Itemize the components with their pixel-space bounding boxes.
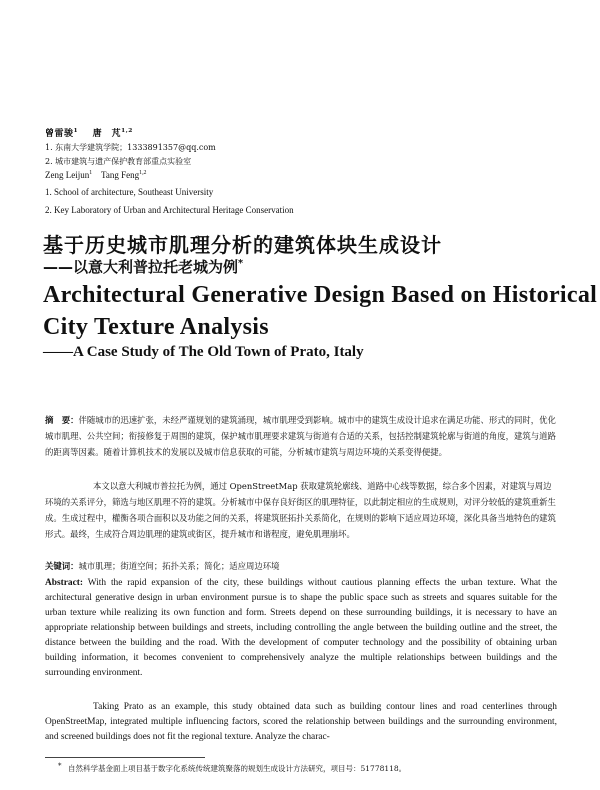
author-en-1: Zeng Leijun bbox=[45, 170, 90, 180]
author-cn-1: 曾雷骏 bbox=[45, 129, 74, 139]
keywords-cn-text: 城市肌理；街道空间；拓扑关系；简化；适应周边环境 bbox=[78, 561, 280, 571]
affiliation-cn-1: 1. 东南大学建筑学院；1333891357@qq.com bbox=[45, 143, 216, 152]
subtitle-cn-mark: * bbox=[238, 258, 244, 269]
abstract-en-p1 bbox=[45, 576, 557, 681]
affiliation-en-1: 1. School of architecture, Southeast University bbox=[45, 187, 214, 197]
title-cn: 基于历史城市肌理分析的建筑体块生成设计 bbox=[43, 233, 442, 257]
title-en-line-2: City Texture Analysis bbox=[43, 314, 269, 340]
author-en-2: Tang Feng bbox=[101, 170, 140, 180]
title-en-line-1: Architectural Generative Design Based on Historical bbox=[43, 282, 598, 308]
abstract-cn-p1-text: 伴随城市的迅速扩张，未经严谨规划的建筑涌现，城市肌理受到影响。城市中的建筑生成设计追求在满足功能、形式的同时，优化城市肌理、公共空间；衔接修复于周围的建筑，保护城市肌理要求建筑与街道有合适的关系，包括控制建筑轮廓与街道的角度，建筑与道路的距离等因素。随着计算机技术的发展以及城市信息获取的可能，分析城市建筑与周边环境的关系变得便捷。 bbox=[45, 415, 556, 457]
keywords-cn-label: 关键词： bbox=[45, 561, 79, 571]
subtitle-cn bbox=[43, 256, 243, 277]
author-en-1-mark: 1 bbox=[89, 170, 93, 176]
abstract-en-label: Abstract: bbox=[45, 578, 84, 588]
footnote-mark: * bbox=[58, 762, 62, 770]
affiliation-cn-2: 2. 城市建筑与遗产保护教育部重点实验室 bbox=[45, 157, 192, 166]
authors-en bbox=[45, 170, 146, 180]
footnote-divider bbox=[45, 757, 205, 758]
abstract-cn-p2: 本文以意大利城市普拉托为例，通过 OpenStreetMap 获取建筑轮廓线、道路中心线等数据，综合多个因素，对建筑与周边环境的关系评分，筛选与地区肌理不符的建筑。分析城市中保存良好街区的肌理特征，以此制定相应的生成规则，对评分较低的建筑重新生成。生成过程中，權衡各项合面积以及功能之间的关系，将建筑胚拓扑关系简化，在规则的影响下适应周边环境，深化具备当地特色的建筑形式。最终，生成符合周边肌理的建筑或街区，提升城市和谐程度，避免肌理崩坏。 bbox=[45, 481, 556, 539]
abstract-cn-p1 bbox=[45, 412, 557, 460]
author-cn-1-mark: 1 bbox=[73, 128, 79, 134]
keywords-cn bbox=[45, 560, 557, 572]
abstract-en-p2: Taking Prato as an example, this study obtained data such as building contour lines and road centerlines through OpenStreetMap, integrated multiple influencing factors, scored the relationship between buildings and the surrounding environment, and screened buildings does not fit the regional texture. Analyze the charac- bbox=[45, 702, 557, 742]
author-en-2-mark: 1,2 bbox=[139, 170, 147, 176]
subtitle-en: ——A Case Study of The Old Town of Prato, Italy bbox=[43, 344, 364, 360]
abstract-en-p1-text: With the rapid expansion of the city, these buildings without cautious planning effects the urban texture. What the architectural generative design in urban environment pursue is to shape the public space such as streets and squares suitable for the urban texture while realizing its own function and form. Streets depend on these surrounding buildings, it is necessary to have an appropriate relationship between buildings and streets, including controlling the angle between the building outline and the street, the distance between the building and the road. With the development of computer technology and the possibility of obtaining urban building information, it becomes convenient to comprehensively analyze the multiple relationships between buildings and the surrounding environment. bbox=[45, 578, 557, 678]
authors-cn bbox=[45, 126, 133, 139]
affiliation-en-2: 2. Key Laboratory of Urban and Architectural Heritage Conservation bbox=[45, 205, 294, 215]
author-cn-2: 唐 芃 bbox=[92, 129, 122, 139]
author-cn-2-mark: 1,2 bbox=[121, 128, 133, 134]
abstract-cn-label: 摘 要： bbox=[45, 415, 79, 425]
subtitle-cn-text: ——以意大利普拉托老城为例 bbox=[43, 258, 239, 276]
footnote: 自然科学基金面上项目基于数字化系统传统建筑聚落的规划生成设计方法研究，项目号：51778118。 bbox=[68, 764, 407, 773]
